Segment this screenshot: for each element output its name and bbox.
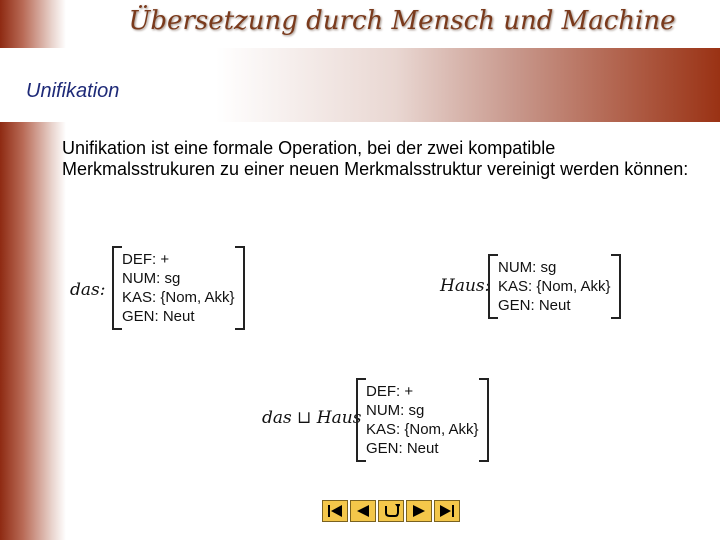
haus-matrix — [488, 254, 621, 319]
return-button[interactable] — [378, 500, 404, 522]
slide-nav — [322, 500, 460, 522]
unified-label: das ⊔ Haus — [262, 408, 362, 428]
body-text: Unifikation ist eine formale Operation, bei der zwei kompatible Merkmalsstrukuren zu einer neuen Merkmalsstruktur vereinigt werden können: — [62, 138, 689, 179]
header — [66, 0, 720, 48]
das-def: DEF: + — [122, 251, 170, 268]
haus-label: Haus: — [440, 276, 491, 296]
header-title: Übersetzung durch Mensch und Machine — [128, 6, 676, 36]
slide-title: Unifikation — [26, 80, 120, 102]
next-slide-button[interactable] — [406, 500, 432, 522]
last-slide-button[interactable] — [434, 500, 460, 522]
first-icon — [326, 504, 344, 518]
das-num: NUM: sg — [122, 270, 181, 287]
das-kas: KAS: {Nom, Akk} — [122, 289, 235, 306]
unified-kas: KAS: {Nom, Akk} — [366, 421, 479, 438]
haus-gen: GEN: Neut — [498, 297, 571, 314]
last-icon — [438, 504, 456, 518]
forward-icon — [410, 504, 428, 518]
previous-slide-button[interactable] — [350, 500, 376, 522]
haus-num: NUM: sg — [498, 259, 557, 276]
unified-def: DEF: + — [366, 383, 414, 400]
das-label: das: — [70, 280, 106, 300]
first-slide-button[interactable] — [322, 500, 348, 522]
unified-gen: GEN: Neut — [366, 440, 439, 457]
return-icon — [382, 504, 400, 518]
unified-matrix — [356, 378, 489, 462]
unified-num: NUM: sg — [366, 402, 425, 419]
das-matrix — [112, 246, 245, 330]
back-icon — [354, 504, 372, 518]
haus-kas: KAS: {Nom, Akk} — [498, 278, 611, 295]
das-gen: GEN: Neut — [122, 308, 195, 325]
